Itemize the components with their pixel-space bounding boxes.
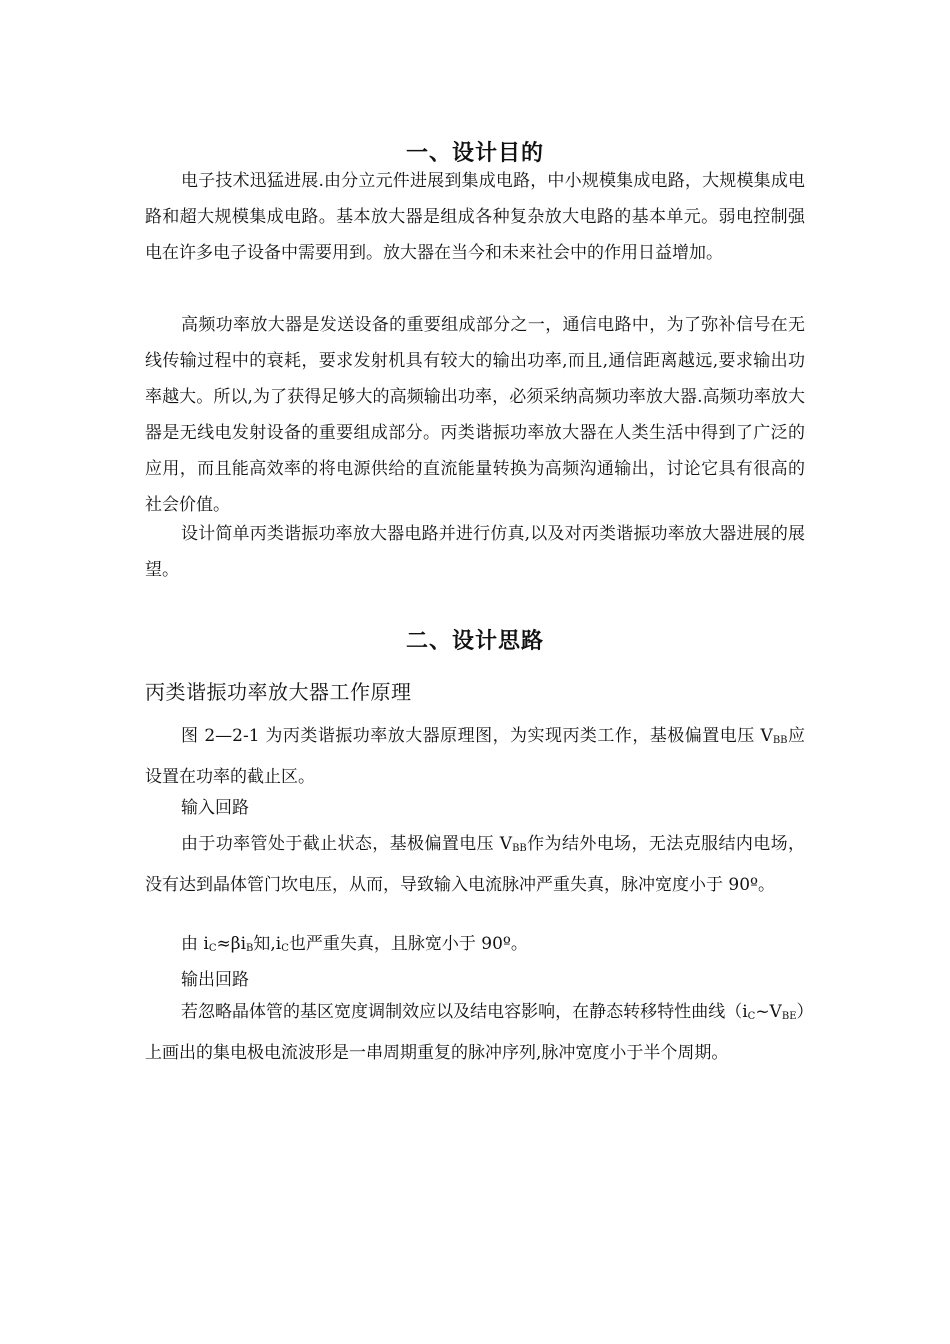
relation-text-c: 知,i xyxy=(253,934,282,954)
ic-subscript: C xyxy=(747,1011,756,1022)
section-1-heading: 一、设计目的 xyxy=(405,141,544,166)
input-text-a: 由于功率管处于截止状态，基极偏置电压 V xyxy=(181,834,513,854)
vbb-subscript: BB xyxy=(772,735,788,746)
input-loop-label: 输入回路 xyxy=(181,798,249,818)
section-2-subheading: 丙类谐振功率放大器工作原理 xyxy=(145,680,412,704)
relation-text-d: 也严重失真，且脉宽小于 90º。 xyxy=(288,934,528,954)
ic-subscript: C xyxy=(208,943,217,954)
principle-text-b: 应设置在功率的截止区。 xyxy=(145,726,806,787)
section-1-paragraph-1: 电子技术迅猛进展.由分立元件进展到集成电路，中小规模集成电路，大规模集成电路和超大规模集成电路。基本放大器是组成各种复杂放大电路的基本单元。弱电控制强电在许多电子设备中需要用到。放大器在当今和未来社会中的作用日益增加。 xyxy=(145,171,805,263)
principle-paragraph xyxy=(145,718,805,795)
ib-subscript: B xyxy=(246,943,254,954)
input-loop-paragraph xyxy=(145,826,805,903)
output-loop-paragraph xyxy=(145,994,805,1071)
current-relation-paragraph xyxy=(145,926,805,967)
principle-text-a: 图 2—2-1 为丙类谐振功率放大器原理图，为实现丙类工作，基极偏置电压 V xyxy=(181,726,773,746)
vbe-subscript: BE xyxy=(781,1011,797,1022)
section-1-paragraph-2: 高频功率放大器是发送设备的重要组成部分之一，通信电路中，为了弥补信号在无线传输过程中的衰耗，要求发射机具有较大的输出功率,而且,通信距离越远,要求输出功率越大。所以,为了获得足够大的高频输出功率，必须采纳高频功率放大器.高频功率放大器是无线电发射设备的重要组成部分。丙类谐振功率放大器在人类生活中得到了广泛的应用，而且能高效率的将电源供给的直流能量转换为高频沟通输出，讨论它具有很高的社会价值。 xyxy=(145,315,805,515)
output-loop-label: 输出回路 xyxy=(181,970,249,990)
relation-text-b: ≈βi xyxy=(216,934,247,954)
output-text-b: ~V xyxy=(755,1002,782,1022)
input-text-b: 作为结外电场，无法克服结内电场，没有达到晶体管门坎电压，从而，导致输入电流脉冲严重失真，脉冲宽度小于 90º。 xyxy=(145,834,806,895)
relation-text-a: 由 i xyxy=(181,934,209,954)
section-2-heading: 二、设计思路 xyxy=(405,629,544,654)
ic-subscript: C xyxy=(281,943,289,954)
vbb-subscript: BB xyxy=(512,843,527,854)
section-1-paragraph-3: 设计简单丙类谐振功率放大器电路并进行仿真,以及对丙类谐振功率放大器进展的展望。 xyxy=(145,524,805,580)
output-text-c: ）上画出的集电极电流波形是一串周期重复的脉冲序列,脉冲宽度小于半个周期。 xyxy=(145,1002,806,1063)
output-text-a: 若忽略晶体管的基区宽度调制效应以及结电容影响，在静态转移特性曲线（i xyxy=(181,1002,748,1022)
